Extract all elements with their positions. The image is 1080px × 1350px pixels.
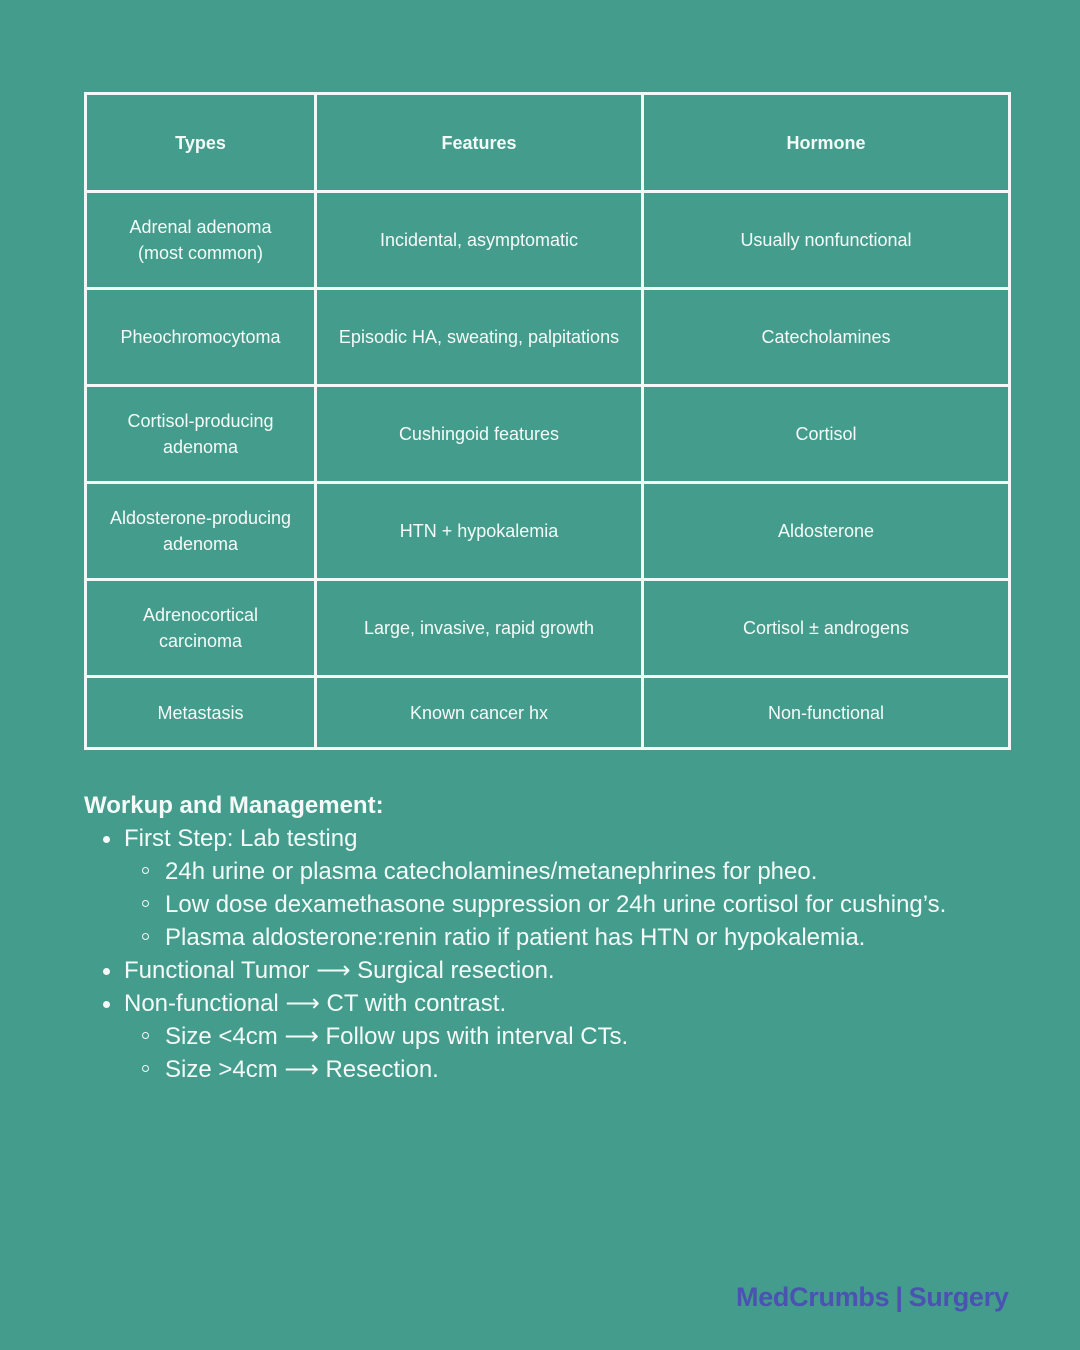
list-item-functional: Functional Tumor ⟶ Surgical resection. [84,954,1024,987]
cell-type: Adrenal adenoma (most common) [86,192,316,289]
header-features: Features [316,94,643,192]
cell-hormone: Usually nonfunctional [643,192,1010,289]
list-item: Plasma aldosterone:renin ratio if patient has HTN or hypokalemia. [124,921,1024,954]
cell-hormone: Cortisol [643,386,1010,483]
cell-hormone: Catecholamines [643,289,1010,386]
list-item-first-step [84,822,1024,954]
first-step-sublist [124,855,1024,954]
table-header-row [86,94,1010,192]
adrenal-tumor-table [84,92,1011,750]
table-row [86,192,1010,289]
cell-type: Metastasis [86,677,316,749]
workup-title: Workup and Management: [84,792,384,819]
cell-features: Large, invasive, rapid growth [316,580,643,677]
workup-list [84,822,1024,1086]
header-hormone: Hormone [643,94,1010,192]
nonfunctional-sublist [124,1020,1024,1086]
list-item-nonfunctional [84,987,1024,1086]
list-item: Size <4cm ⟶ Follow ups with interval CTs. [124,1020,1024,1053]
cell-hormone: Non-functional [643,677,1010,749]
brand-footer [736,1282,1009,1313]
brand-section: Surgery [908,1282,1009,1312]
cell-type: Aldosterone-producing adenoma [86,483,316,580]
cell-features: Known cancer hx [316,677,643,749]
cell-features: Episodic HA, sweating, palpitations [316,289,643,386]
table-row [86,289,1010,386]
cell-type: Adrenocortical carcinoma [86,580,316,677]
brand-name: MedCrumbs [736,1282,890,1312]
list-item: 24h urine or plasma catecholamines/metanephrines for pheo. [124,855,1024,888]
first-step-label: First Step: Lab testing [124,825,358,852]
cell-type: Cortisol-producing adenoma [86,386,316,483]
cell-features: Incidental, asymptomatic [316,192,643,289]
nonfunctional-label: Non-functional ⟶ CT with contrast. [124,990,507,1017]
brand-separator: | [895,1282,903,1312]
list-item: Size >4cm ⟶ Resection. [124,1053,1024,1086]
header-types: Types [86,94,316,192]
cell-type: Pheochromocytoma [86,289,316,386]
table-row [86,386,1010,483]
cell-hormone: Aldosterone [643,483,1010,580]
list-item: Low dose dexamethasone suppression or 24h urine cortisol for cushing’s. [124,888,1024,921]
cell-hormone: Cortisol ± androgens [643,580,1010,677]
table-row [86,483,1010,580]
cell-features: HTN + hypokalemia [316,483,643,580]
table-row [86,677,1010,749]
workup-section [84,789,1024,1086]
table-row [86,580,1010,677]
cell-features: Cushingoid features [316,386,643,483]
